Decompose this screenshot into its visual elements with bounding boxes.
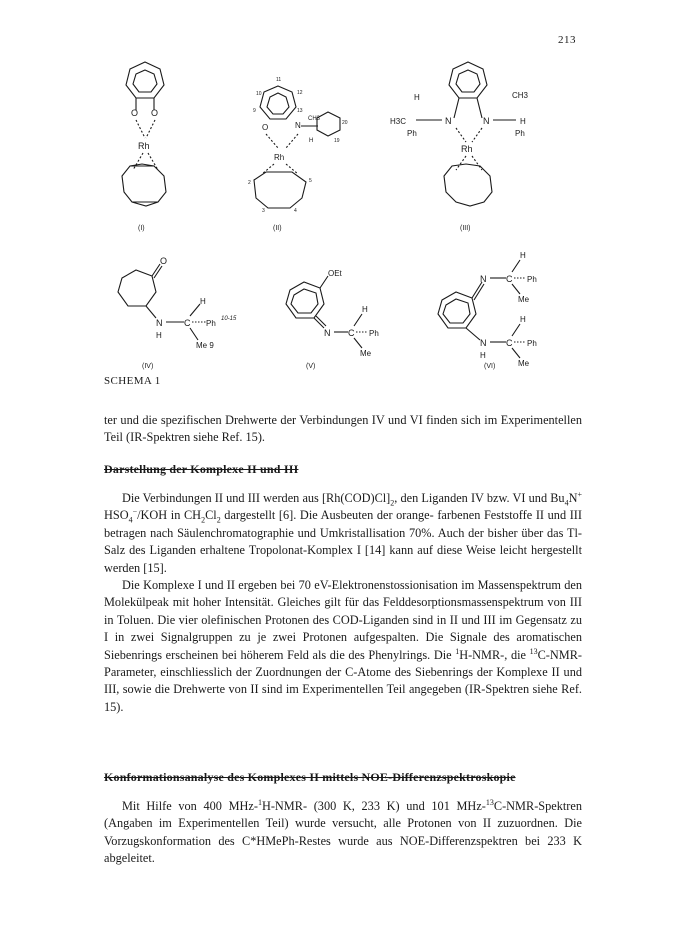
atom-ph: Ph bbox=[407, 129, 417, 138]
compound-label: (I) bbox=[138, 225, 145, 232]
atom-h: H bbox=[414, 93, 420, 102]
chemical-scheme bbox=[96, 50, 596, 390]
atom-n: N bbox=[156, 318, 163, 328]
svg-text:2: 2 bbox=[248, 180, 251, 186]
paragraph-intro-text: ter und die spezifischen Drehwerte der Verbindungen IV und VI finden sich im Experimentellen Teil (IR-Spektren siehe Ref. 15). bbox=[104, 413, 582, 445]
svg-text:3: 3 bbox=[262, 208, 265, 214]
atom-c: C bbox=[184, 318, 191, 328]
atom-h: H bbox=[200, 297, 206, 306]
atom-ph: Ph bbox=[527, 275, 537, 284]
structure-compound-4 bbox=[118, 256, 237, 370]
atom-h: H bbox=[520, 251, 526, 260]
atom-c: C bbox=[348, 328, 355, 338]
atom-o: O bbox=[131, 108, 139, 118]
atom-n: N bbox=[480, 338, 487, 348]
svg-text:5: 5 bbox=[309, 178, 312, 184]
atom-o: O bbox=[160, 256, 168, 266]
atom-ch3: CH3 bbox=[308, 116, 321, 122]
atom-h: H bbox=[156, 331, 162, 340]
structure-compound-2 bbox=[248, 77, 348, 232]
section-heading-1: Darstellung der Komplexe II und III bbox=[104, 462, 299, 476]
atom-ph: Ph bbox=[515, 129, 525, 138]
structure-compound-6 bbox=[438, 251, 537, 370]
atom-h: H bbox=[309, 138, 314, 144]
atom-me: Me bbox=[518, 359, 530, 368]
atom-h: H bbox=[480, 351, 486, 360]
svg-text:10: 10 bbox=[256, 91, 262, 97]
atom-c: C bbox=[506, 338, 513, 348]
atom-o: O bbox=[151, 108, 159, 118]
structure-compound-3 bbox=[390, 62, 529, 232]
paragraph-3-text: Mit Hilfe von 400 MHz-$^1$H-NMR- (300 K, 233 K) und 101 MHz-$^{13}$C-NMR-Spektren (Angaben im Experimentellen Teil) wurde versucht, alle Protonen von II zuzuordnen. Die Vorzugskonformation des C*HMePh-Restes wurde aus NOE-Differenzspektren bei 233 K abgeleitet. bbox=[104, 797, 582, 866]
atom-h: H bbox=[520, 117, 526, 126]
paragraph-2-text: Die Komplexe I und II ergeben bei 70 eV-Elektronenstossionisation im Massenspektrum den Molekülpeak mit hoher Intensität. Gleiches gilt für das Felddesorptionsmassenspektrum von III in Toluen. Die vier olefinischen Protonen des COD-Liganden sind in II und III im Gegensatz zu I in zwei Signalgruppen zu je zwei Protonen aufgespalten. Die Signale des aromatischen Siebenrings erscheinen bei höherem Feld als die des Phenylrings. Die $^1$H-NMR-, die $^{13}$C-NMR-Parameter, einschliesslich der Zuordnungen der C-Atome des Siebenrings der Komplexe II und III, sowie die Drehwerte von II sind im Experimentellen Teil angegeben (IR-Spektren siehe Ref. 15). bbox=[104, 578, 582, 714]
atom-c: C bbox=[506, 274, 513, 284]
atom-rh: Rh bbox=[461, 144, 473, 154]
compound-label: (II) bbox=[273, 225, 282, 232]
paragraph-1 bbox=[104, 490, 582, 716]
atom-me: Me 9 bbox=[196, 341, 214, 350]
atom-me: Me bbox=[360, 349, 372, 358]
atom-n: N bbox=[445, 116, 452, 126]
atom-ph: Ph bbox=[206, 319, 216, 328]
atom-ch3: CH3 bbox=[512, 91, 529, 100]
compound-label: (VI) bbox=[484, 363, 496, 370]
atom-oet: OEt bbox=[328, 269, 342, 278]
compound-label: (III) bbox=[460, 225, 471, 232]
page-number: 213 bbox=[558, 34, 576, 46]
svg-text:11: 11 bbox=[276, 77, 282, 83]
atom-n: N bbox=[483, 116, 490, 126]
paragraph-3 bbox=[104, 798, 582, 868]
svg-text:20: 20 bbox=[342, 120, 348, 126]
atom-me: Me bbox=[518, 295, 530, 304]
atom-ph: Ph bbox=[527, 339, 537, 348]
svg-text:13: 13 bbox=[297, 108, 303, 114]
atom-h: H bbox=[362, 305, 368, 314]
structure-compound-5 bbox=[286, 269, 379, 370]
svg-text:12: 12 bbox=[297, 90, 303, 96]
paragraph-intro bbox=[104, 412, 582, 447]
svg-text:19: 19 bbox=[334, 138, 340, 144]
atom-n: N bbox=[324, 328, 331, 338]
atom-n: N bbox=[295, 121, 301, 130]
atom-ph: Ph bbox=[369, 329, 379, 338]
paragraph-1-text: Die Verbindungen II und III werden aus $[Rh(COD)Cl]_2$, den Liganden IV bzw. VI und $Bu_4N^+$ $HSO_4^-$/KOH in $CH_2Cl_2$ dargestellt [6]. Die Ausbeuten der orange- farbenen Feststoffe II und III betragen nach Säulenchromatographie und Umkristallisation 70%. Auch der bisher über das Tl-Salz des Liganden erhaltene Tropolonat-Komplex I [14] kann auf diese Weise leicht hergestellt werden [15]. bbox=[104, 489, 582, 575]
section-heading-2: Konformationsanalyse des Komplexes II mittels NOE-Differenzspektroskopie bbox=[104, 770, 516, 784]
svg-text:9: 9 bbox=[253, 108, 256, 114]
atom-o: O bbox=[262, 123, 269, 132]
atom-h3c: H3C bbox=[390, 117, 407, 126]
atom-numbering: 10-15 bbox=[221, 316, 237, 322]
atom-rh: Rh bbox=[138, 141, 150, 151]
structure-compound-1 bbox=[122, 62, 166, 232]
atom-n: N bbox=[480, 274, 487, 284]
compound-label: (IV) bbox=[142, 363, 154, 370]
atom-rh: Rh bbox=[274, 153, 285, 162]
compound-label: (V) bbox=[306, 363, 316, 370]
scheme-caption: SCHEMA 1 bbox=[104, 375, 161, 387]
atom-h: H bbox=[520, 315, 526, 324]
svg-text:4: 4 bbox=[294, 208, 297, 214]
